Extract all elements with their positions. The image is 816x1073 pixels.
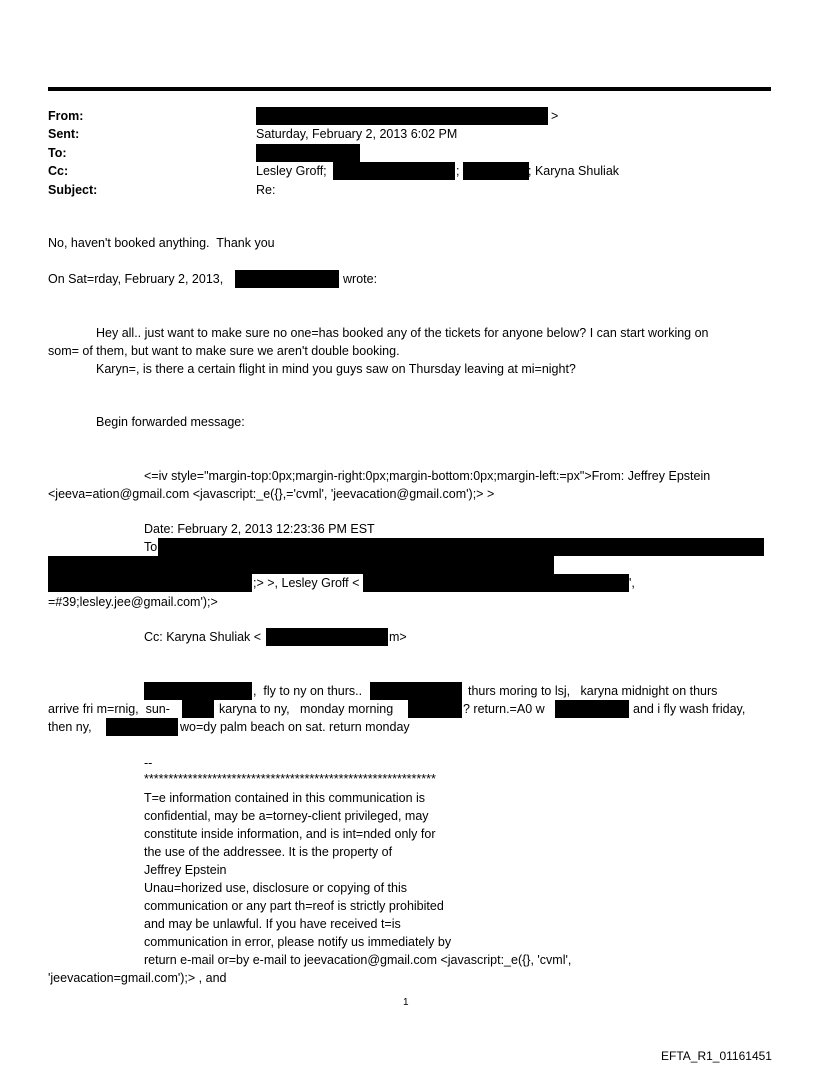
signature-line: communication or any part th=reof is strictly prohibited (144, 899, 444, 913)
from-label: From: (48, 109, 84, 123)
cc-separator: ; (456, 164, 460, 178)
signature-line: confidential, may be a=torney-client privileged, may (144, 809, 429, 823)
sig-stars: ************************************************************ (144, 772, 436, 786)
msg3-a: then ny, (48, 720, 92, 734)
msg2-d: and i fly wash friday, (633, 702, 746, 716)
msg2-a: arrive fri m=rnig, sun- (48, 702, 170, 716)
to-line3-end: ', (629, 576, 635, 590)
to-prefix: To (144, 540, 158, 554)
sig-last: 'jeevacation=gmail.com');> , and (48, 971, 227, 985)
para1-line3: Karyn=, is there a certain flight in mind you guys saw on Thursday leaving at mi=night? (96, 362, 576, 376)
fwd-from-line2: <jeeva=ation@gmail.com <javascript:_e({},='cvml', 'jeevacation@gmail.com');> > (48, 487, 495, 501)
redaction-to-3 (48, 574, 252, 592)
cc-label: Cc: (48, 164, 69, 178)
msg3-b: wo=dy palm beach on sat. return monday (180, 720, 410, 734)
to-label: To: (48, 146, 67, 160)
sent-label: Sent: (48, 127, 80, 141)
from-suffix: > (551, 109, 559, 123)
redaction-sender (235, 270, 339, 288)
signature-line: return e-mail or=by e-mail to jeevacation@gmail.com <javascript:_e({}, 'cvml', (144, 953, 572, 967)
redaction-from (256, 107, 548, 125)
subject-label: Subject: (48, 183, 98, 197)
subject-value: Re: (256, 183, 276, 197)
signature-line: Unau=horized use, disclosure or copying of this (144, 881, 407, 895)
sent-value: Saturday, February 2, 2013 6:02 PM (256, 127, 458, 141)
reply-line: No, haven't booked anything. Thank you (48, 236, 275, 250)
redaction-to-4 (363, 574, 629, 592)
redaction-msg-5 (555, 700, 629, 718)
header-rule (48, 87, 771, 91)
signature-line: and may be unlawful. If you have received t=is (144, 917, 401, 931)
signature-line: communication in error, please notify us immediately by (144, 935, 452, 949)
begin-forwarded: Begin forwarded message: (96, 415, 245, 429)
on-line-suffix: wrote: (343, 272, 378, 286)
cc-value-part1: Lesley Groff; (256, 164, 327, 178)
sig-dashes: -- (144, 756, 153, 770)
redaction-cc-1 (333, 162, 455, 180)
signature-line: Jeffrey Epstein (144, 863, 227, 877)
fwd-from-line1: <=iv style="margin-top:0px;margin-right:0px;margin-bottom:0px;margin-left:=px">From: Jeffrey Epstein (144, 469, 711, 483)
cc-line-prefix: Cc: Karyna Shuliak < (144, 630, 262, 644)
cc-value-part2: ; Karyna Shuliak (528, 164, 620, 178)
on-line-prefix: On Sat=rday, February 2, 2013, (48, 272, 224, 286)
redaction-msg-4 (408, 700, 462, 718)
para1-line1: Hey all.. just want to make sure no one=has booked any of the tickets for anyone below? I can start working on (96, 326, 709, 340)
msg1-a: , fly to ny on thurs.. (253, 684, 363, 698)
redaction-cc-2 (463, 162, 529, 180)
redaction-to (256, 144, 360, 162)
cc-line-suffix: m> (389, 630, 407, 644)
page-number: 1 (403, 997, 409, 1008)
redaction-to-2 (48, 556, 554, 574)
footer-id: EFTA_R1_01161451 (661, 1049, 772, 1063)
signature-line: the use of the addressee. It is the property of (144, 845, 393, 859)
date-line: Date: February 2, 2013 12:23:36 PM EST (144, 522, 375, 536)
msg2-c: ? return.=A0 w (463, 702, 545, 716)
to-line3-mid: ;> >, Lesley Groff < (253, 576, 360, 590)
signature-line: T=e information contained in this communication is (144, 791, 426, 805)
redaction-msg-6 (106, 718, 178, 736)
to-line4: =#39;lesley.jee@gmail.com');> (48, 595, 218, 609)
para1-line2: som= of them, but want to make sure we aren't double booking. (48, 344, 400, 358)
redaction-to-1 (158, 538, 764, 556)
redaction-cc-line (266, 628, 388, 646)
redaction-msg-3 (182, 700, 214, 718)
redaction-msg-1 (144, 682, 252, 700)
redaction-msg-2 (370, 682, 462, 700)
msg2-b: karyna to ny, monday morning (219, 702, 394, 716)
signature-line: constitute inside information, and is int=nded only for (144, 827, 436, 841)
msg1-b: thurs moring to lsj, karyna midnight on thurs (468, 684, 718, 698)
